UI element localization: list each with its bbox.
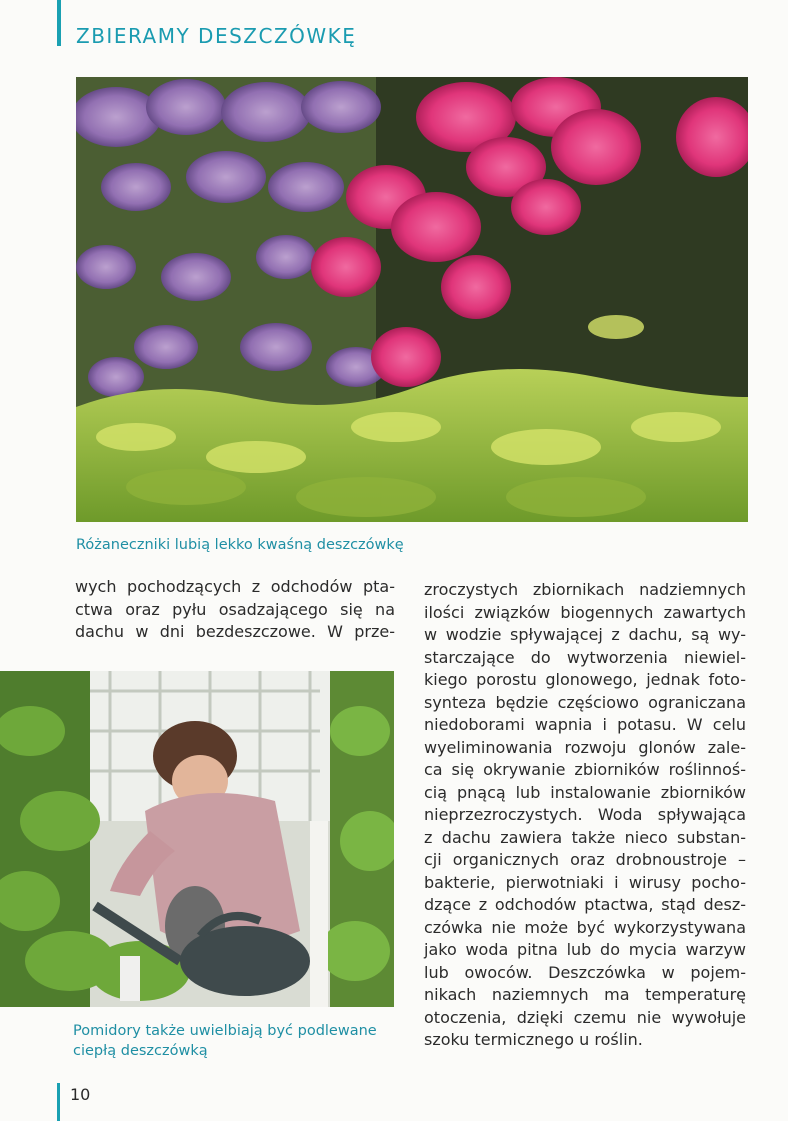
text-line: ilości związków biogennych zawartych	[424, 602, 746, 622]
text-line: czówka nie może być wykorzystywana	[424, 917, 746, 937]
text-line: lub owoców. Deszczówka w pojem-	[424, 962, 746, 982]
text-line: w wodzie spływającej z dachu, są wy-	[424, 625, 746, 644]
text-line: synteza będzie częściowo ograniczana	[424, 692, 746, 712]
text-line: nieprzezroczystych. Woda spływająca	[424, 805, 746, 824]
rhododendron-photo	[76, 77, 748, 522]
caption-line: Pomidory także uwielbiają być podlewane	[73, 1023, 377, 1039]
woman-watering-tomatoes-photo	[0, 671, 394, 1007]
text-line: bakterie, pierwotniaki i wirusy pocho-	[424, 872, 746, 892]
text-line: wych pochodzących z odchodów pta-	[75, 577, 395, 596]
caption-rhododendron: Różaneczniki lubią lekko kwaśną deszczówkę	[76, 537, 404, 553]
text-line: starczające do wytworzenia niewiel-	[424, 647, 746, 667]
text-line: jako woda pitna lub do mycia warzyw	[424, 940, 746, 959]
text-line: niedoborami wapnia i potasu. W celu	[424, 715, 746, 734]
text-line: dzące z odchodów ptactwa, stąd desz-	[424, 895, 746, 914]
text-line: szoku termicznego u roślin.	[424, 1030, 643, 1049]
text-line: ca się okrywanie zbiorników roślinnoś-	[424, 760, 746, 779]
text-line: ctwa oraz pyłu osadzającego się na	[75, 599, 395, 619]
section-title: ZBIERAMY DESZCZÓWKĘ	[76, 24, 357, 48]
caption-tomatoes	[73, 1021, 403, 1061]
text-line: nikach naziemnych ma temperaturę	[424, 985, 746, 1004]
text-line: cią pnącą lub instalowanie zbiorników	[424, 782, 746, 802]
body-left-column	[75, 576, 395, 644]
caption-line: ciepłą deszczówką	[73, 1043, 208, 1059]
body-right-column	[424, 579, 746, 1052]
text-line: otoczenia, dzięki czemu nie wywołuje	[424, 1007, 746, 1027]
page-number: 10	[70, 1085, 91, 1104]
text-line: zroczystych zbiornikach nadziemnych	[424, 580, 746, 599]
text-line: cji organicznych oraz drobnoustroje –	[424, 850, 746, 869]
text-line: z dachu zawiera także nieco substan-	[424, 827, 746, 847]
text-line: dachu w dni bezdeszczowe. W prze-	[75, 622, 395, 641]
footer-accent-bar	[57, 1083, 60, 1121]
text-line: kiego porostu glonowego, jednak foto-	[424, 670, 746, 689]
text-line: wyeliminowania rozwoju glonów zale-	[424, 737, 746, 757]
header-accent-bar	[57, 0, 61, 46]
